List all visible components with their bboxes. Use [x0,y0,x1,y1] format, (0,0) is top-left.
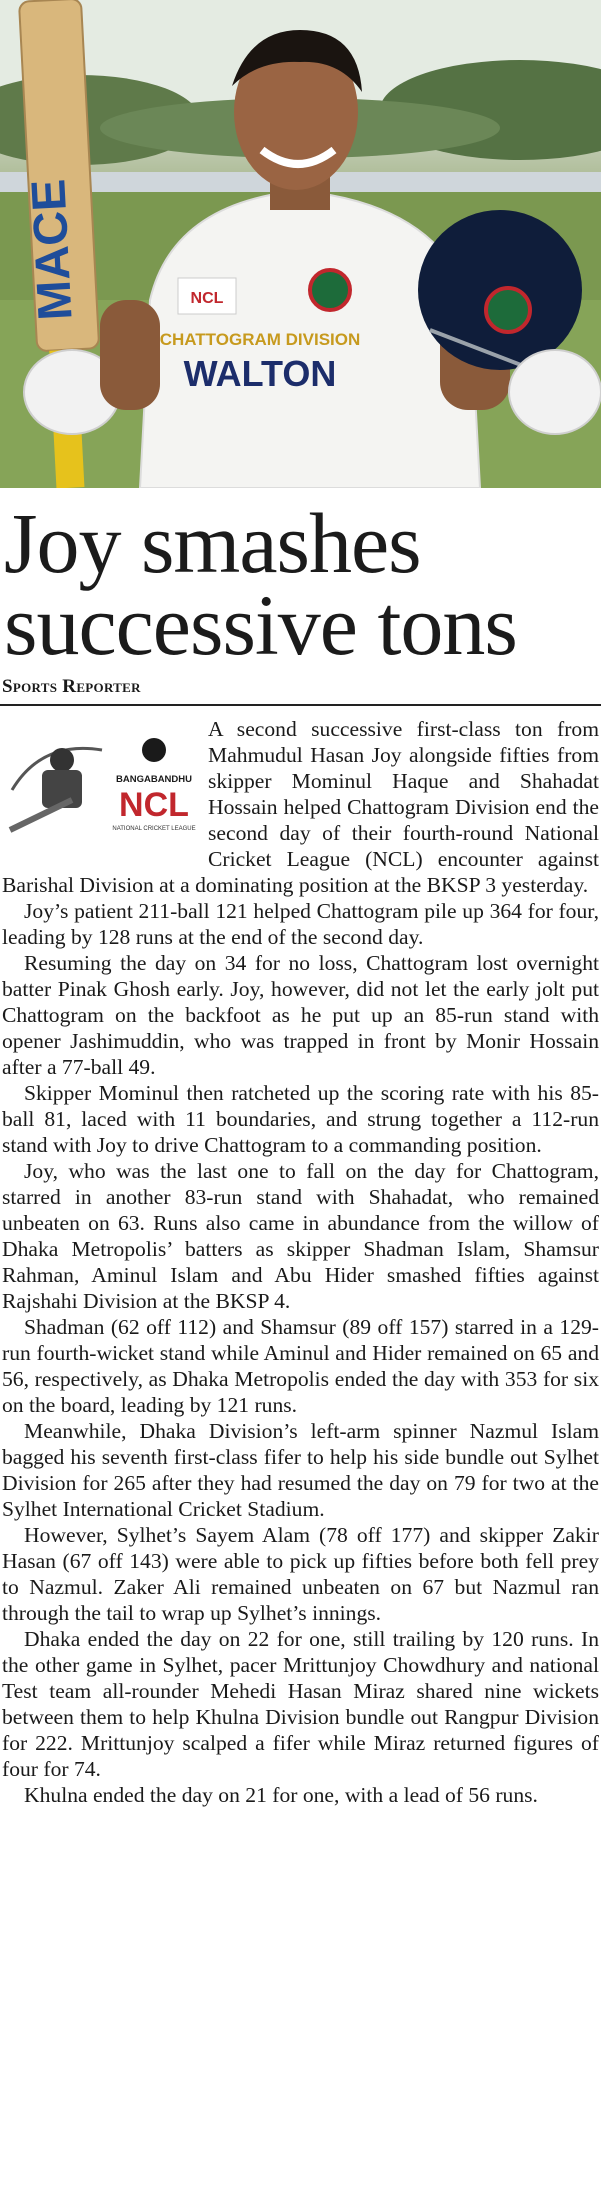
paragraph: Joy’s patient 211-ball 121 helped Chattogram pile up 364 for four, leading by 128 runs at the end of the second day. [2,899,599,949]
paragraph: Skipper Mominul then ratcheted up the scoring rate with his 85-ball 81, laced with 11 boundaries, and strung together a 112-run stand with Joy to drive Chattogram to a commanding position. [2,1081,599,1157]
headline: Joy smashes successive tons [4,495,517,673]
paragraph: However, Sylhet’s Sayem Alam (78 off 177) and skipper Zakir Hasan (67 off 143) were able to pick up fifties before both fell prey to Nazmul. Zaker Ali remained unbeaten on 67 but Nazmul ran through the tail to wrap up Sylhet’s innings. [2,1523,599,1625]
byline: Sports Reporter [0,676,601,706]
ncl-logo-title: BANGABANDHU [116,774,192,785]
paragraph: Resuming the day on 34 for no loss, Chattogram lost overnight batter Pinak Ghosh early. Joy, however, did not let the early jolt put Chattogram on the backfoot as he put up an 85-run stand with opener Jashimuddin, who was trapped in front by Monir Hossain after a 77-ball 49. [2,951,599,1079]
paragraph: Khulna ended the day on 21 for one, with a lead of 56 runs. [24,1783,538,1807]
paragraph: A second successive first-class ton from Mahmudul Hasan Joy alongside fifties from skipper Mominul Haque and Shahadat Hossain helped Chattogram Division end the second day of their fourth-round National Cricket League (NCL) encounter against Barishal Division at a dominating position at the BKSP 3 yesterday. [2,717,599,897]
paragraph: Shadman (62 off 112) and Shamsur (89 off 157) starred in a 129-run fourth-wicket stand while Aminul and Hider remained on 65 and 56, respectively, as Dhaka Metropolis ended the day with 353 for six on the board, leading by 121 runs. [2,1315,599,1417]
article-body [0,706,601,1808]
ncl-logo-graphic [2,720,198,856]
shirt-badge-text: NCL [190,290,224,307]
shirt-team-text: CHATTOGRAM DIVISION [159,330,361,349]
ncl-logo-subtitle: NATIONAL CRICKET LEAGUE [112,826,196,832]
paragraph: Joy, who was the last one to fall on the day for Chattogram, starred in another 83-run stand with Shahadat, who remained unbeaten on 63. Runs also came in abundance from the willow of Dhaka Metropolis’ batters as skipper Shadman Islam, Shamsur Rahman, Aminul Islam and Abu Hider smashed fifties against Rajshahi Division at the BKSP 4. [2,1159,599,1313]
article-photo [0,0,601,488]
cricketer-illustration [0,0,601,488]
ncl-logo-acronym: NCL [119,786,189,824]
bat-brand-text: MACE [22,177,83,322]
shirt-sponsor-text: WALTON [183,353,337,394]
paragraph: Meanwhile, Dhaka Division’s left-arm spinner Nazmul Islam bagged his seventh first-class fifer to help his side bundle out Sylhet Division for 265 after they had resumed the day on 79 for two at the Sylhet International Cricket Stadium. [2,1419,599,1521]
paragraph: Dhaka ended the day on 22 for one, still trailing by 120 runs. In the other game in Sylhet, pacer Mrittunjoy Chowdhury and national Test team all-rounder Mehedi Hasan Miraz shared nine wickets between them to help Khulna Division bundle out Rangpur Division for 222. Mrittunjoy scalped a fifer while Miraz returned figures of four for 74. [2,1627,599,1781]
ncl-logo [2,720,198,856]
